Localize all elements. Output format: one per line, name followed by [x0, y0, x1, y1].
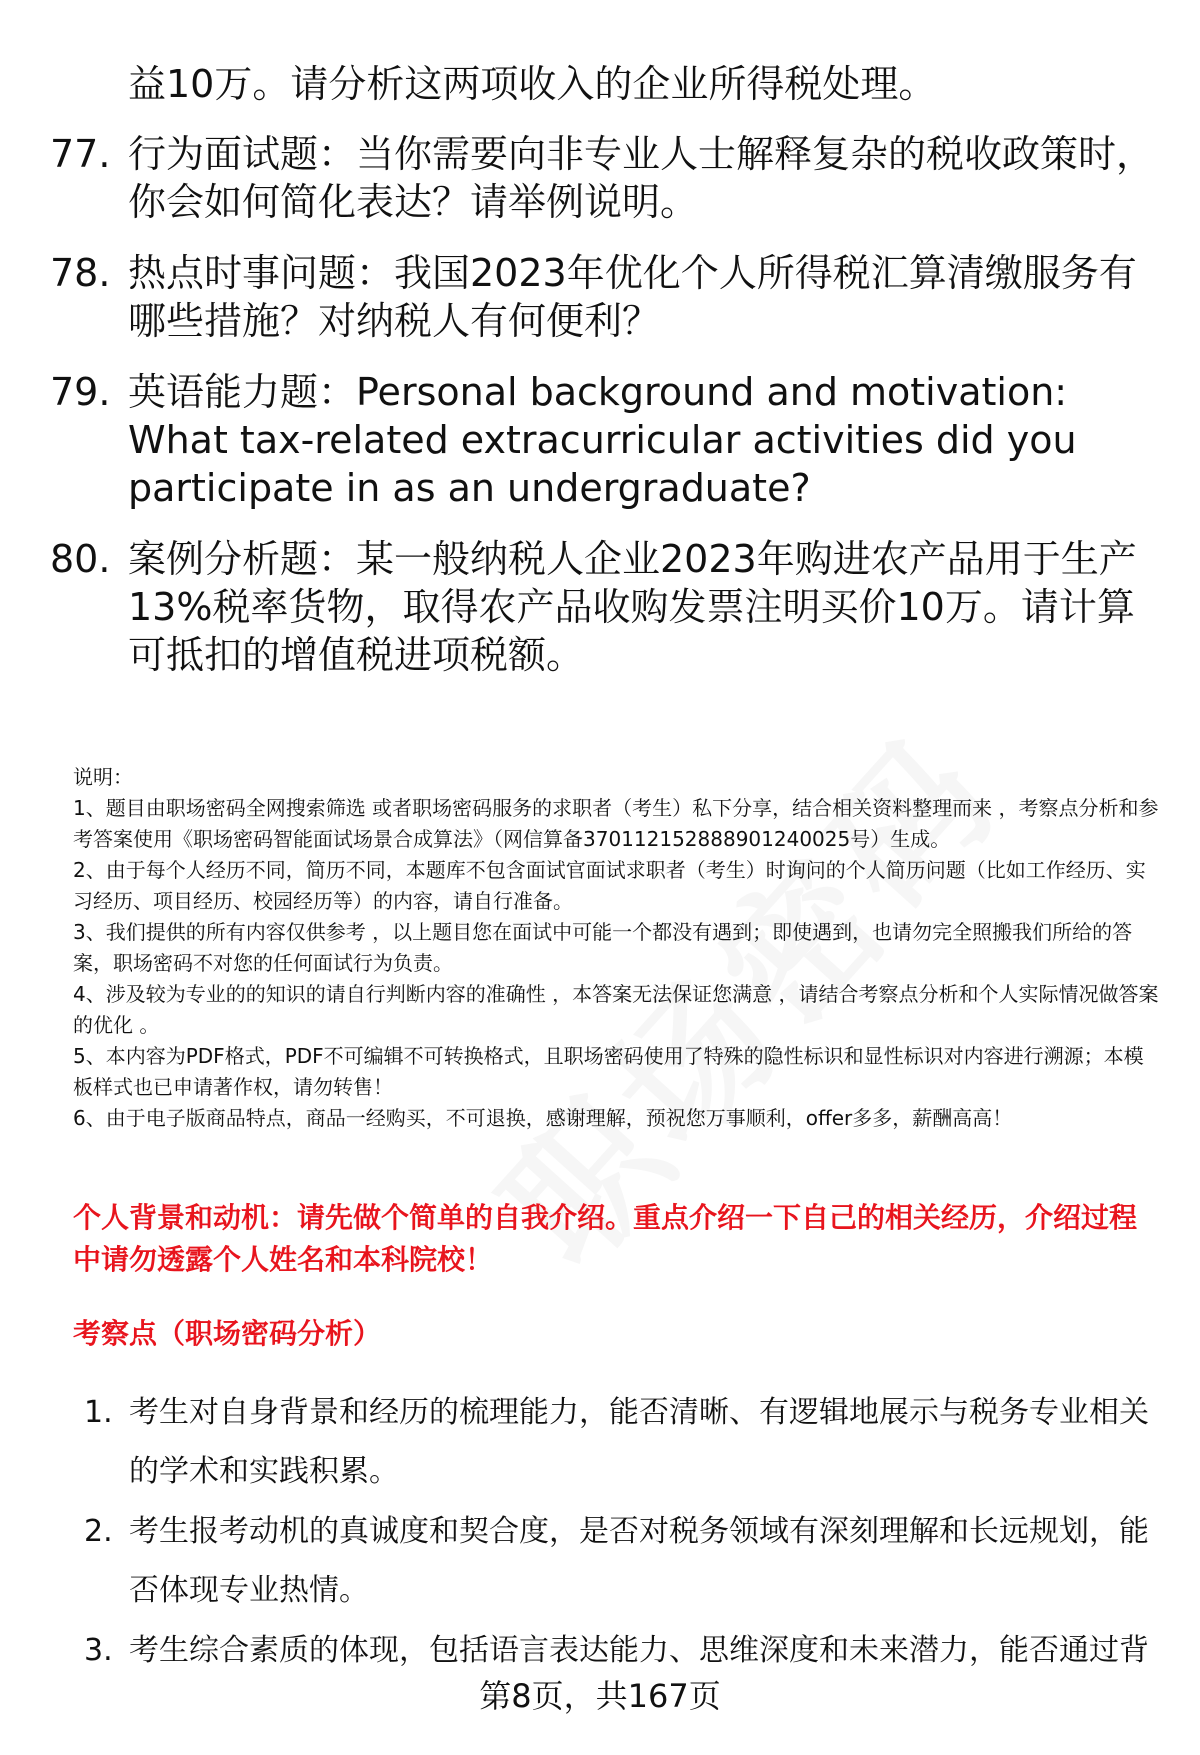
question-text: 热点时事问题：我国2023年优化个人所得税汇算清缴服务有哪些措施？对纳税人有何便利？ — [128, 251, 1137, 343]
note-item: 5、本内容为PDF格式，PDF不可编辑不可转换格式，且职场密码使用了特殊的隐性标识和显性标识对内容进行溯源；本模板样式也已申请著作权，请勿转售！ — [73, 1044, 1144, 1099]
question-76-continuation — [50, 60, 1160, 108]
question-text: 英语能力题：Personal background and motivation: What tax-related extracurricular activities did you participate in as an undergraduate? — [128, 370, 1077, 510]
note-item: 4、涉及较为专业的的知识的请自行判断内容的准确性 ，本答案无法保证您满意 ，请结合考察点分析和个人实际情况做答案的优化 。 — [73, 982, 1159, 1037]
question-79 — [50, 368, 1160, 512]
exam-point-number: 1. — [84, 1395, 113, 1430]
exam-point-3 — [84, 1621, 1154, 1680]
exam-point-text: 考生报考动机的真诚度和契合度，是否对税务领域有深刻理解和长远规划，能否体现专业热情。 — [129, 1514, 1149, 1608]
question-number: 80. — [50, 537, 111, 581]
exam-point-text: 考生对自身背景和经历的梳理能力，能否清晰、有逻辑地展示与税务专业相关的学术和实践积累。 — [129, 1395, 1149, 1489]
question-78 — [50, 249, 1160, 345]
exam-point-number: 3. — [84, 1633, 113, 1668]
exam-point-1 — [84, 1383, 1154, 1501]
question-number: 77. — [50, 132, 111, 176]
disclaimer-notes — [73, 762, 1163, 1134]
note-item: 6、由于电子版商品特点，商品一经购买，不可退换，感谢理解，预祝您万事顺利，offer多多，薪酬高高！ — [73, 1106, 1013, 1130]
question-text: 行为面试题：当你需要向非专业人士解释复杂的税收政策时，你会如何简化表达？请举例说明。 — [128, 132, 1155, 224]
exam-points-title: 考察点（职场密码分析） — [73, 1317, 382, 1350]
exam-point-text: 考生综合素质的体现，包括语言表达能力、思维深度和未来潜力，能否通过背 — [129, 1633, 1149, 1668]
question-text: 案例分析题：某一般纳税人企业2023年购进农产品用于生产13%税率货物，取得农产品收购发票注明买价10万。请计算可抵扣的增值税进项税额。 — [128, 537, 1137, 677]
question-number: 79. — [50, 370, 111, 414]
question-number: 78. — [50, 251, 111, 295]
question-77 — [50, 130, 1160, 226]
question-text: 益10万。请分析这两项收入的企业所得税处理。 — [128, 62, 937, 106]
page-footer: 第8页，共167页 — [479, 1677, 721, 1715]
exam-point-number: 2. — [84, 1514, 113, 1549]
note-item: 2、由于每个人经历不同，简历不同，本题库不包含面试官面试求职者（考生）时询问的个人简历问题（比如工作经历、实习经历、项目经历、校园经历等）的内容，请自行准备。 — [73, 858, 1146, 913]
highlight-question: 个人背景和动机：请先做个简单的自我介绍。重点介绍一下自己的相关经历，介绍过程中请勿透露个人姓名和本科院校！ — [73, 1201, 1138, 1276]
exam-point-2 — [84, 1502, 1154, 1620]
notes-title: 说明： — [73, 765, 133, 789]
note-item: 3、我们提供的所有内容仅供参考 ，以上题目您在面试中可能一个都没有遇到；即使遇到，也请勿完全照搬我们所给的答案，职场密码不对您的任何面试行为负责。 — [73, 920, 1133, 975]
question-80 — [50, 535, 1160, 679]
note-item: 1、题目由职场密码全网搜索筛选 或者职场密码服务的求职者（考生）私下分享，结合相关资料整理而来 ，考察点分析和参考答案使用《职场密码智能面试场景合成算法》（网信算备370112152888901240025号）生成。 — [73, 796, 1159, 851]
